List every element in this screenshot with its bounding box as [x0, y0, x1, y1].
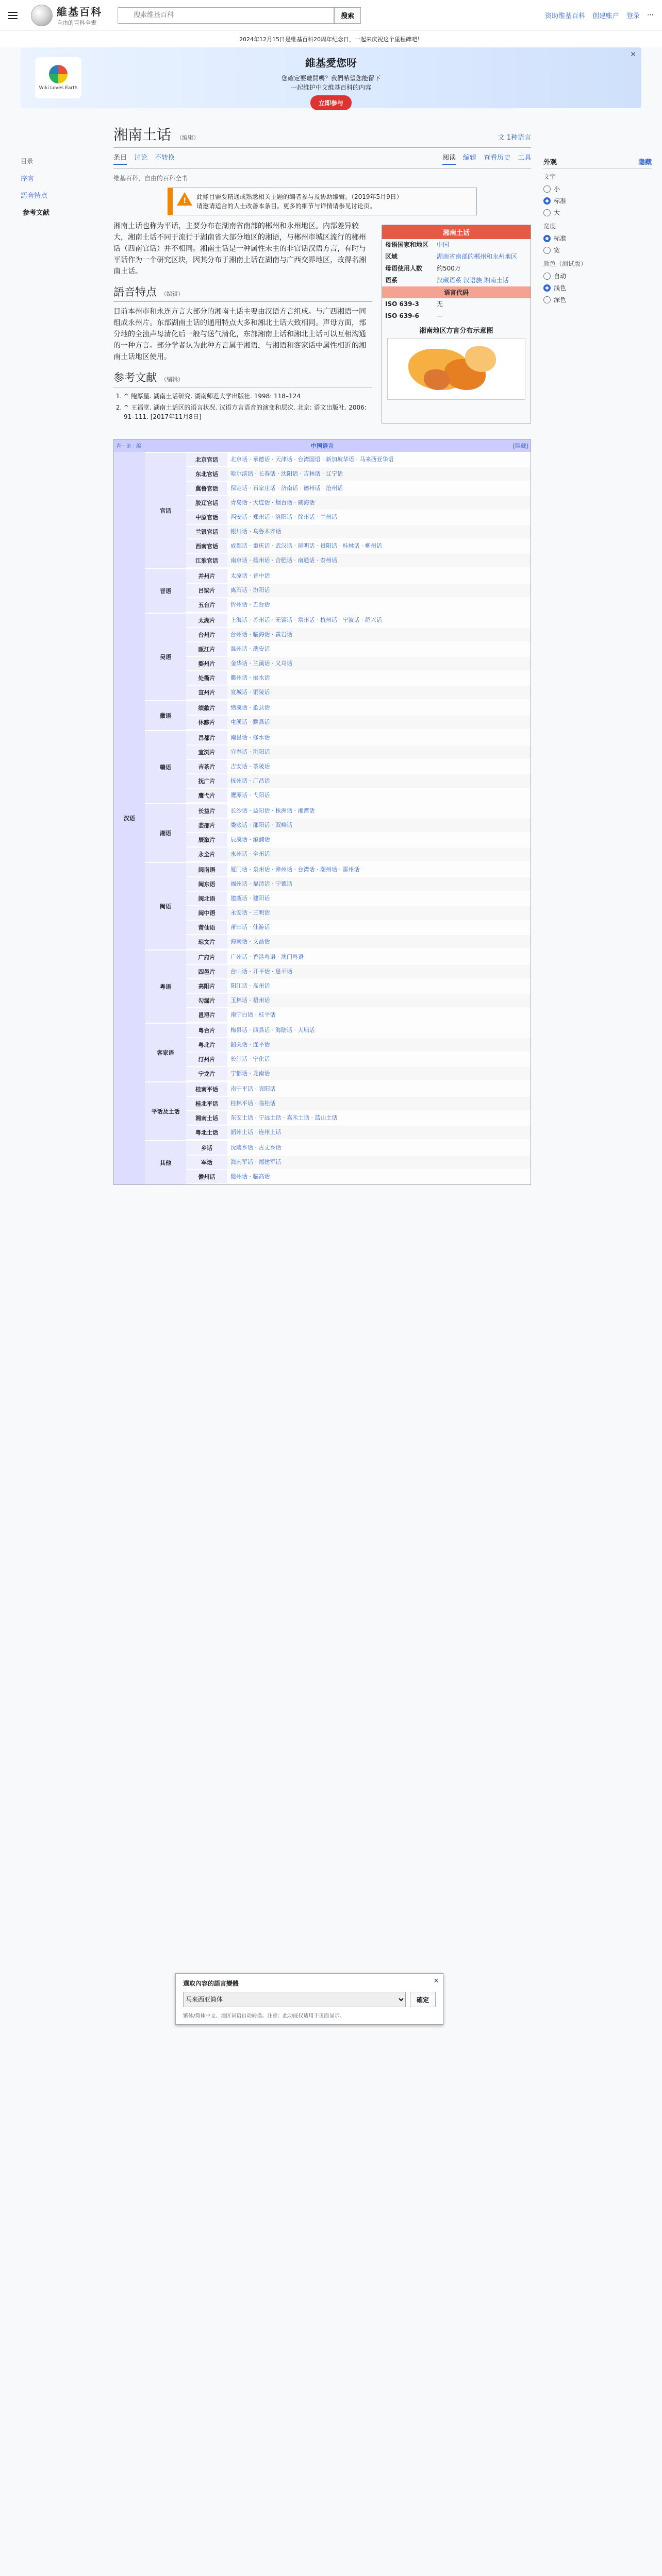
map-caption: 湘南地区方言分布示意图: [419, 327, 493, 335]
navbox-subgroup-label[interactable]: 并州片: [186, 569, 227, 583]
navbox-section: [145, 1023, 531, 1081]
navbox-group-label[interactable]: 粤语: [145, 951, 186, 1023]
main-content: [113, 113, 531, 1185]
toc-item-intro[interactable]: 序言: [21, 175, 35, 183]
navbox-group-label[interactable]: 晋语: [145, 569, 186, 613]
navbox-sections: [145, 452, 531, 1184]
color-light[interactable]: 浅色: [543, 282, 652, 294]
main-menu-icon[interactable]: [8, 7, 25, 24]
banner-title: 維基愛您呀: [305, 57, 357, 69]
popup-note: 繁体/简体中文、地区词语自动转换。注意：此功能仅适用于页面显示。: [183, 2013, 345, 2019]
page-title: 湘南土话: [113, 126, 172, 143]
navbox-subgroup-label[interactable]: 抚广片: [186, 774, 227, 788]
close-icon[interactable]: ×: [433, 1977, 439, 1984]
text-size-standard[interactable]: 标准: [543, 195, 652, 207]
navbox-subgroup-label[interactable]: 闽南语: [186, 863, 227, 876]
navbox-subgroup-label[interactable]: 太湖片: [186, 614, 227, 627]
site-title: 維基百科: [57, 6, 102, 18]
navbox-row: [186, 877, 531, 892]
dialect-map: [387, 338, 525, 400]
navbox-link-list[interactable]: 上海话 · 苏州话 · 无锡话 · 常州话 · 杭州话 · 宁波话 · 绍兴话: [230, 617, 382, 623]
navbox-subgroup-label[interactable]: 东北官话: [186, 467, 227, 481]
navbox-link-list[interactable]: 宜春话 · 浏阳话: [227, 745, 531, 759]
site-sub: 维基百科，自由的百科全书: [113, 175, 188, 182]
navbox-link-list[interactable]: 太原话 · 晋中话: [230, 572, 270, 579]
navbox-row: [186, 1156, 531, 1170]
navbox-subgroup-label[interactable]: 绩歙片: [186, 701, 227, 715]
navbox-section: [145, 1081, 531, 1140]
navbox-subgroup-label[interactable]: 吉茶片: [186, 760, 227, 773]
maintenance-notice: [168, 188, 477, 215]
navbox-row: [186, 671, 531, 686]
navbox-row: [186, 789, 531, 803]
navbox-link-list[interactable]: 银川话 · 乌鲁木齐话: [227, 525, 531, 538]
navbox-link-list[interactable]: 金华话 · 兰溪话 · 义乌话: [227, 657, 531, 670]
navbox-row: [186, 598, 531, 613]
navbox-subgroup-label[interactable]: 粤台片: [186, 1024, 227, 1037]
navbox-link-list[interactable]: 海南军话 · 福建军话: [227, 1156, 531, 1169]
navbox-row: [186, 979, 531, 994]
navbox-group-label[interactable]: 平话及土话: [145, 1082, 186, 1140]
appearance-panel: [543, 113, 652, 1185]
navbox-row: [186, 1053, 531, 1067]
navbox-subgroup-label[interactable]: 昌都片: [186, 731, 227, 744]
section-edit-link[interactable]: （编辑）: [161, 376, 184, 383]
banner-action-button[interactable]: 立即参与: [310, 95, 352, 110]
navbox-link-list[interactable]: 东安土话 · 宁远土话 · 嘉禾土话 · 蓝山土话: [230, 1114, 338, 1121]
infobox-code-header: 语言代码: [382, 286, 531, 298]
navbox-subgroup-label[interactable]: 乡话: [186, 1141, 227, 1155]
navbox-row: [186, 539, 531, 554]
navbox-row: [186, 833, 531, 848]
navbox-link-list[interactable]: 永州话 · 全州话: [227, 848, 531, 861]
navbox-subgroup-label[interactable]: 休黟片: [186, 716, 227, 729]
navbox-group-label[interactable]: 赣语: [145, 731, 186, 803]
navbox-subgroup-label[interactable]: 胶辽官话: [186, 496, 227, 510]
tab-edit[interactable]: 编辑: [462, 154, 476, 162]
navbox-subgroup-label[interactable]: 永全片: [186, 848, 227, 861]
tab-history[interactable]: 查看历史: [483, 154, 510, 162]
text-size-label: 文字: [543, 173, 556, 180]
navbox-link-list[interactable]: 南京话 · 扬州话 · 合肥话 · 南通话 · 泰州话: [227, 554, 531, 567]
navbox-subgroup-label[interactable]: 长益片: [186, 804, 227, 818]
navbox-row: [186, 657, 531, 671]
navbox-link-list[interactable]: 儋州话 · 临高话: [230, 1173, 270, 1180]
search-button[interactable]: 搜索: [334, 7, 361, 24]
navbox-link-list[interactable]: 青岛话 · 大连话 · 烟台话 · 威海话: [227, 496, 531, 510]
navbox-link-list[interactable]: 海南话 · 文昌话: [227, 935, 531, 948]
navbox-group-label[interactable]: 官话: [145, 453, 186, 568]
navbox-link-list[interactable]: 离石话 · 汾阳话: [227, 584, 531, 597]
navbox-link-list[interactable]: 哈尔滨话 · 长春话 · 沈阳话 · 吉林话 · 辽宁话: [227, 467, 531, 481]
navbox-subgroup-label[interactable]: 莆仙语: [186, 921, 227, 934]
navbox-link-list[interactable]: 阳江话 · 高州话: [230, 982, 270, 989]
toc-sidebar: [21, 113, 113, 1185]
navbox-link-list[interactable]: 抚州话 · 广昌话: [227, 774, 531, 788]
navbox-row: [186, 863, 531, 877]
navbox-subgroup-label[interactable]: 兰银官话: [186, 525, 227, 538]
tab-article[interactable]: 条目: [113, 152, 127, 165]
navbox-subgroup-label[interactable]: 婺州片: [186, 657, 227, 670]
navbox-group-label[interactable]: 徽语: [145, 701, 186, 730]
infobox-row: 区域 湖南省南部的郴州和永州地区: [385, 253, 518, 260]
banner-line-1: 您確定要離開嗎？我們希望您能留下: [281, 75, 381, 82]
navbox-row: [186, 774, 531, 789]
login-link[interactable]: 登录: [626, 12, 640, 20]
navbox-section: [145, 730, 531, 803]
navbox-subgroup-label[interactable]: 冀鲁官话: [186, 482, 227, 495]
navbox-subgroup-label[interactable]: 军话: [186, 1156, 227, 1169]
navbox-vte[interactable]: 查 · 论 · 编: [116, 444, 142, 449]
language-selector[interactable]: 文 1种语言: [498, 134, 531, 142]
navbox-link-list[interactable]: 温州话 · 瑞安话: [230, 646, 270, 652]
navbox-row: [186, 1097, 531, 1111]
navbox-row: [186, 584, 531, 598]
close-icon[interactable]: ✕: [630, 50, 636, 59]
navbox-section: [145, 568, 531, 613]
wikipedia-logo[interactable]: [31, 5, 53, 26]
navbox-title[interactable]: 中国语言: [311, 443, 334, 449]
navbox-row: [186, 511, 531, 525]
navbox-section: [145, 862, 531, 950]
lead-paragraph: 湘南土话也称为平话，主要分布在湖南省南部的郴州和永州地区。内部差异较大，湘南土话不同于流行于湖南省大部分地区的湘语，与郴州市城区流行的郴州话（西南官话）并不相同。湘南土话是一种属性未主的非官话汉语方言，有时与平话作为一个研究区块，因其分布于湘南土话在湖南与广西交界地区，故得名湘南土话。: [113, 222, 366, 276]
navbox-group-chinese[interactable]: 汉语: [114, 452, 145, 1184]
navbox-row: [186, 965, 531, 979]
navbox-link-list[interactable]: 娄底话 · 邵阳话 · 双峰话: [227, 819, 531, 832]
navbox-subgroup-label[interactable]: 琼文片: [186, 935, 227, 948]
appearance-title: 外观: [543, 159, 557, 166]
navbox-row: [186, 628, 531, 642]
tab-read[interactable]: 阅读: [442, 152, 456, 165]
navbox-row: [186, 1024, 531, 1038]
navbox-subgroup-label[interactable]: 吕梁片: [186, 584, 227, 597]
navbox-row: [186, 686, 531, 700]
site-tagline: 自由的百科全書: [57, 20, 96, 26]
site-notice: 2024年12月15日是维基百科20周年纪念日，一起来庆祝这个里程碑吧！: [0, 31, 662, 47]
navbox-subgroup-label[interactable]: 瓯江片: [186, 642, 227, 656]
navbox-link-list[interactable]: 南宁平话 · 宾阳话: [230, 1086, 276, 1092]
navbox-link-list[interactable]: 厦门话 · 泉州话 · 漳州话 · 台湾话 · 潮州话 · 雷州话: [230, 866, 360, 873]
navbox-section: [145, 1140, 531, 1184]
warning-icon: [177, 192, 192, 208]
navbox-section: [145, 613, 531, 700]
navbox-row: [186, 569, 531, 584]
navbox-subgroup-label[interactable]: 北京官话: [186, 453, 227, 466]
banner-logo: [35, 57, 81, 98]
navbox-link-list[interactable]: 福州话 · 福清话 · 宁德话: [227, 877, 531, 891]
navbox-link-list[interactable]: 沅陵乡话 · 古丈乡话: [230, 1144, 282, 1151]
more-options-icon[interactable]: ⋯: [647, 11, 654, 19]
navbox-subgroup-label[interactable]: 高阳片: [186, 979, 227, 993]
navbox-link-list[interactable]: 宣城话 · 铜陵话: [227, 686, 531, 699]
navbox-link-list[interactable]: 南宁白话 · 桂平话: [230, 1011, 276, 1018]
popup-title: 選取內容的語言變體: [183, 1980, 239, 1987]
navbox-subgroup-label[interactable]: 汀州片: [186, 1053, 227, 1066]
navbox-chinese-languages: [113, 439, 531, 1185]
variant-select[interactable]: [183, 1992, 406, 2007]
navbox-row: [186, 1038, 531, 1053]
navbox-subgroup-label[interactable]: 勾漏片: [186, 994, 227, 1007]
navbox-row: [186, 1082, 531, 1097]
navbox-subgroup-label[interactable]: 宜浏片: [186, 745, 227, 759]
banner-logo-label: Wiki Loves Earth: [39, 86, 78, 91]
navbox-row: [186, 496, 531, 511]
navbox-subgroup-label[interactable]: 儋州话: [186, 1170, 227, 1183]
navbox-row: [186, 642, 531, 657]
navbox-link-list[interactable]: 梅县话 · 四县话 · 海陆话 · 大埔话: [230, 1027, 315, 1033]
navbox-link-list[interactable]: 韶关话 · 连平话: [227, 1038, 531, 1052]
navbox-row: [186, 731, 531, 745]
navbox-link-list[interactable]: 长汀话 · 宁化话: [230, 1056, 270, 1062]
appearance-hide-link[interactable]: 隐藏: [638, 159, 652, 166]
navbox-subgroup-label[interactable]: 处衢片: [186, 671, 227, 685]
navbox-row: [186, 819, 531, 833]
navbox-link-list[interactable]: 南昌话 · 修水话: [230, 734, 270, 741]
toc-item-references[interactable]: 参考文献: [23, 209, 50, 217]
navbox-link-list[interactable]: 北京话 · 承德话 · 天津话 · 台湾国语 · 新加坡华语 · 马来西亚华语: [230, 456, 394, 463]
navbox-link-list[interactable]: 衢州话 · 丽水话: [230, 674, 270, 681]
reference-item: 2. ^ 王福堂. 湖南土话区的语言状况. 汉语方言语音的演变和层次. 北京: 语文出版社. 2006: 91–111. [2017年11月8日]: [124, 403, 372, 421]
create-account-link[interactable]: 创建账户: [592, 12, 619, 20]
navbox-subgroup-label[interactable]: 闽东语: [186, 877, 227, 891]
navbox-link-list[interactable]: 玉林话 · 梧州话: [227, 994, 531, 1007]
navbox-link-list[interactable]: 宁都话 · 龙南话: [227, 1067, 531, 1080]
navbox-subgroup-label[interactable]: 桂北平话: [186, 1097, 227, 1110]
navbox-link-list[interactable]: 鹰潭话 · 弋阳话: [230, 792, 270, 799]
navbox-row: [186, 467, 531, 482]
toc-item-features[interactable]: 語音特点: [21, 192, 48, 200]
navbox-row: [186, 1170, 531, 1184]
navbox-link-list[interactable]: 广州话 · 香港粤语 · 澳门粤语: [230, 954, 304, 960]
navbox-group-label[interactable]: 吴语: [145, 614, 186, 700]
tab-variant[interactable]: 不转换: [155, 154, 175, 162]
navbox-subgroup-label[interactable]: 湘南土话: [186, 1111, 227, 1125]
navbox-subgroup-label[interactable]: 粤北土话: [186, 1126, 227, 1139]
navbox-row: [186, 848, 531, 862]
globe-icon: [49, 65, 68, 83]
navbox-group-label[interactable]: 闽语: [145, 863, 186, 950]
navbox-link-list[interactable]: 吉安话 · 茶陵话: [230, 763, 270, 770]
navbox-row: [186, 804, 531, 819]
infobox-row: 母语使用人数 约500万: [385, 265, 461, 272]
navbox-row: [186, 994, 531, 1008]
navbox-row: [186, 921, 531, 935]
navbox-row: [186, 892, 531, 906]
navbox-subgroup-label[interactable]: 闽中语: [186, 906, 227, 920]
section-heading-references: 参考文献 （编辑）: [113, 372, 372, 387]
navbox-subgroup-label[interactable]: 鹰弋片: [186, 789, 227, 802]
infobox-row: 语系 汉藏语系 汉语族 湘南土话: [385, 277, 509, 284]
infobox-row: 母语国家和地区 中国: [385, 241, 450, 248]
navbox-row: [186, 554, 531, 568]
reference-item: 1. ^ 鲍厚星. 湖南土话研究. 湖南师范大学出版社. 1998: 118–124: [124, 392, 372, 401]
color-label: 颜色（测试版）: [543, 260, 587, 267]
navbox-subgroup-label[interactable]: 四邑片: [186, 965, 227, 978]
language-infobox: [382, 225, 531, 423]
navbox-row: [186, 701, 531, 716]
navbox-row: [186, 482, 531, 496]
toc-label: 目录: [21, 158, 34, 165]
navbox-row: [186, 951, 531, 965]
navbox-row: [186, 1126, 531, 1140]
navbox-link-list[interactable]: 辰溪话 · 溆浦话: [230, 836, 270, 843]
navbox-row: [186, 906, 531, 921]
width-label: 宽度: [543, 223, 556, 230]
infobox-row: ISO 639-6 —: [385, 312, 443, 319]
navbox-row: [186, 1008, 531, 1023]
navbox-row: [186, 1067, 531, 1081]
infobox-title: 湘南土话: [382, 225, 531, 239]
navbox-section: [145, 700, 531, 730]
navbox-link-list[interactable]: 永安话 · 三明话: [227, 906, 531, 920]
notice-line-2: 请邀请适合的人士改善本条目。更多的细节与详情请参见讨论页。: [196, 202, 376, 210]
title-edit-link[interactable]: （编辑）: [176, 134, 200, 141]
navbox-row: [186, 1111, 531, 1126]
navbox-row: [186, 760, 531, 774]
navbox-subgroup-label[interactable]: 江淮官话: [186, 554, 227, 567]
navbox-subgroup-label[interactable]: 桂南平话: [186, 1082, 227, 1096]
tab-tools[interactable]: 工具: [517, 154, 531, 162]
width-standard[interactable]: 标准: [543, 232, 652, 244]
navbox-link-list[interactable]: 忻州话 · 五台话: [230, 601, 270, 608]
user-links: [545, 10, 654, 20]
navbox-link-list[interactable]: 桂林平话 · 临桂话: [227, 1097, 531, 1110]
search-input[interactable]: [118, 7, 334, 24]
navbox-section: [145, 950, 531, 1023]
navbox-row: [186, 716, 531, 730]
infobox-row: ISO 639-3 无: [385, 300, 443, 308]
navbox-row: [186, 614, 531, 628]
search-form: [118, 7, 361, 24]
navbox-link-list[interactable]: 绩溪话 · 歙县话: [230, 704, 270, 711]
features-paragraph: 目前本州市和永连方言大部分的湘南土话主要由汉语方言组成。与广西湘语一同组成永州片。东部湖南土话的通用特点大多和湘北土话大致相同。声母方面，部分地的全浊声母清化后一般与送气清化，东部湘南土话和湘北土话可以互相沟通的一种方言。部分学者认为此种方言属于湘语，与湘语和客家话中属性相近的湘南土话地区使用。: [113, 308, 366, 361]
navbox-subgroup-label[interactable]: 宣州片: [186, 686, 227, 699]
navbox-section: [145, 803, 531, 862]
color-auto[interactable]: 自动: [543, 270, 652, 282]
notice-line-1: 此條目需要精通或熟悉相关主题的编者参与及协助编辑。（2019年5月9日）: [196, 193, 403, 200]
navbox-link-list[interactable]: 台州话 · 临海话 · 黄岩话: [227, 628, 531, 641]
navbox-row: [186, 453, 531, 467]
tab-talk[interactable]: 讨论: [134, 154, 148, 162]
navbox-hide-toggle[interactable]: [隐藏]: [512, 443, 528, 449]
navbox-link-list[interactable]: 台山话 · 开平话 · 恩平话: [227, 965, 531, 978]
navbox-subgroup-label[interactable]: 邕浔片: [186, 1008, 227, 1022]
navbox-link-list[interactable]: 保定话 · 石家庄话 · 济南话 · 德州话 · 沧州话: [230, 485, 343, 492]
navbox-link-list[interactable]: 韶州土话 · 连州土话: [227, 1126, 531, 1139]
navbox-link-list[interactable]: 屯溪话 · 黟县话: [227, 716, 531, 729]
site-header: [0, 0, 662, 31]
wordmark[interactable]: [57, 4, 102, 27]
navbox-subgroup-label[interactable]: 辰溆片: [186, 833, 227, 846]
text-size-large[interactable]: 大: [543, 207, 652, 218]
navbox-link-list[interactable]: 长沙话 · 益阳话 · 株洲话 · 湘潭话: [230, 807, 315, 814]
navbox-group-label[interactable]: 其他: [145, 1141, 186, 1184]
section-heading-features: 語音特点 （编辑）: [113, 286, 372, 302]
page-tabs: [113, 148, 531, 168]
navbox-group-label[interactable]: 客家语: [145, 1024, 186, 1081]
navbox-link-list[interactable]: 西安话 · 郑州话 · 洛阳话 · 徐州话 · 兰州话: [230, 514, 337, 520]
navbox-subgroup-label[interactable]: 台州片: [186, 628, 227, 641]
section-edit-link[interactable]: （编辑）: [161, 291, 184, 297]
navbox-row: [186, 1141, 531, 1156]
navbox-row: [186, 935, 531, 950]
navbox-subgroup-label[interactable]: 娄邵片: [186, 819, 227, 832]
article-body: [113, 221, 372, 423]
navbox-subgroup-label[interactable]: 粤北片: [186, 1038, 227, 1052]
color-dark[interactable]: 深色: [543, 294, 652, 306]
navbox-link-list[interactable]: 建瓯话 · 建阳话: [230, 895, 270, 902]
page-title-row: [113, 124, 531, 148]
navbox-subgroup-label[interactable]: 中原官话: [186, 511, 227, 524]
banner-line-2: 一起维护中文维基百科的内容: [290, 84, 372, 91]
reference-list: [113, 392, 372, 421]
width-wide[interactable]: 宽: [543, 244, 652, 256]
navbox-subgroup-label[interactable]: 西南官话: [186, 539, 227, 553]
navbox-row: [186, 745, 531, 760]
navbox-link-list[interactable]: 莆田话 · 仙游话: [230, 924, 270, 930]
navbox-subgroup-label[interactable]: 五台片: [186, 598, 227, 612]
navbox-group-label[interactable]: 湘语: [145, 804, 186, 862]
navbox-subgroup-label[interactable]: 闽北语: [186, 892, 227, 905]
navbox-section: [145, 452, 531, 568]
confirm-button[interactable]: 確定: [410, 1992, 436, 2007]
donate-link[interactable]: 资助维基百科: [544, 12, 585, 20]
fundraising-banner: [21, 47, 641, 108]
navbox-subgroup-label[interactable]: 广府片: [186, 951, 227, 964]
navbox-link-list[interactable]: 成都话 · 重庆话 · 武汉话 · 昆明话 · 贵阳话 · 桂林话 · 柳州话: [230, 543, 382, 549]
text-size-small[interactable]: 小: [543, 183, 652, 195]
navbox-subgroup-label[interactable]: 宁龙片: [186, 1067, 227, 1080]
navbox-row: [186, 525, 531, 539]
variant-popup: [175, 1973, 443, 2025]
